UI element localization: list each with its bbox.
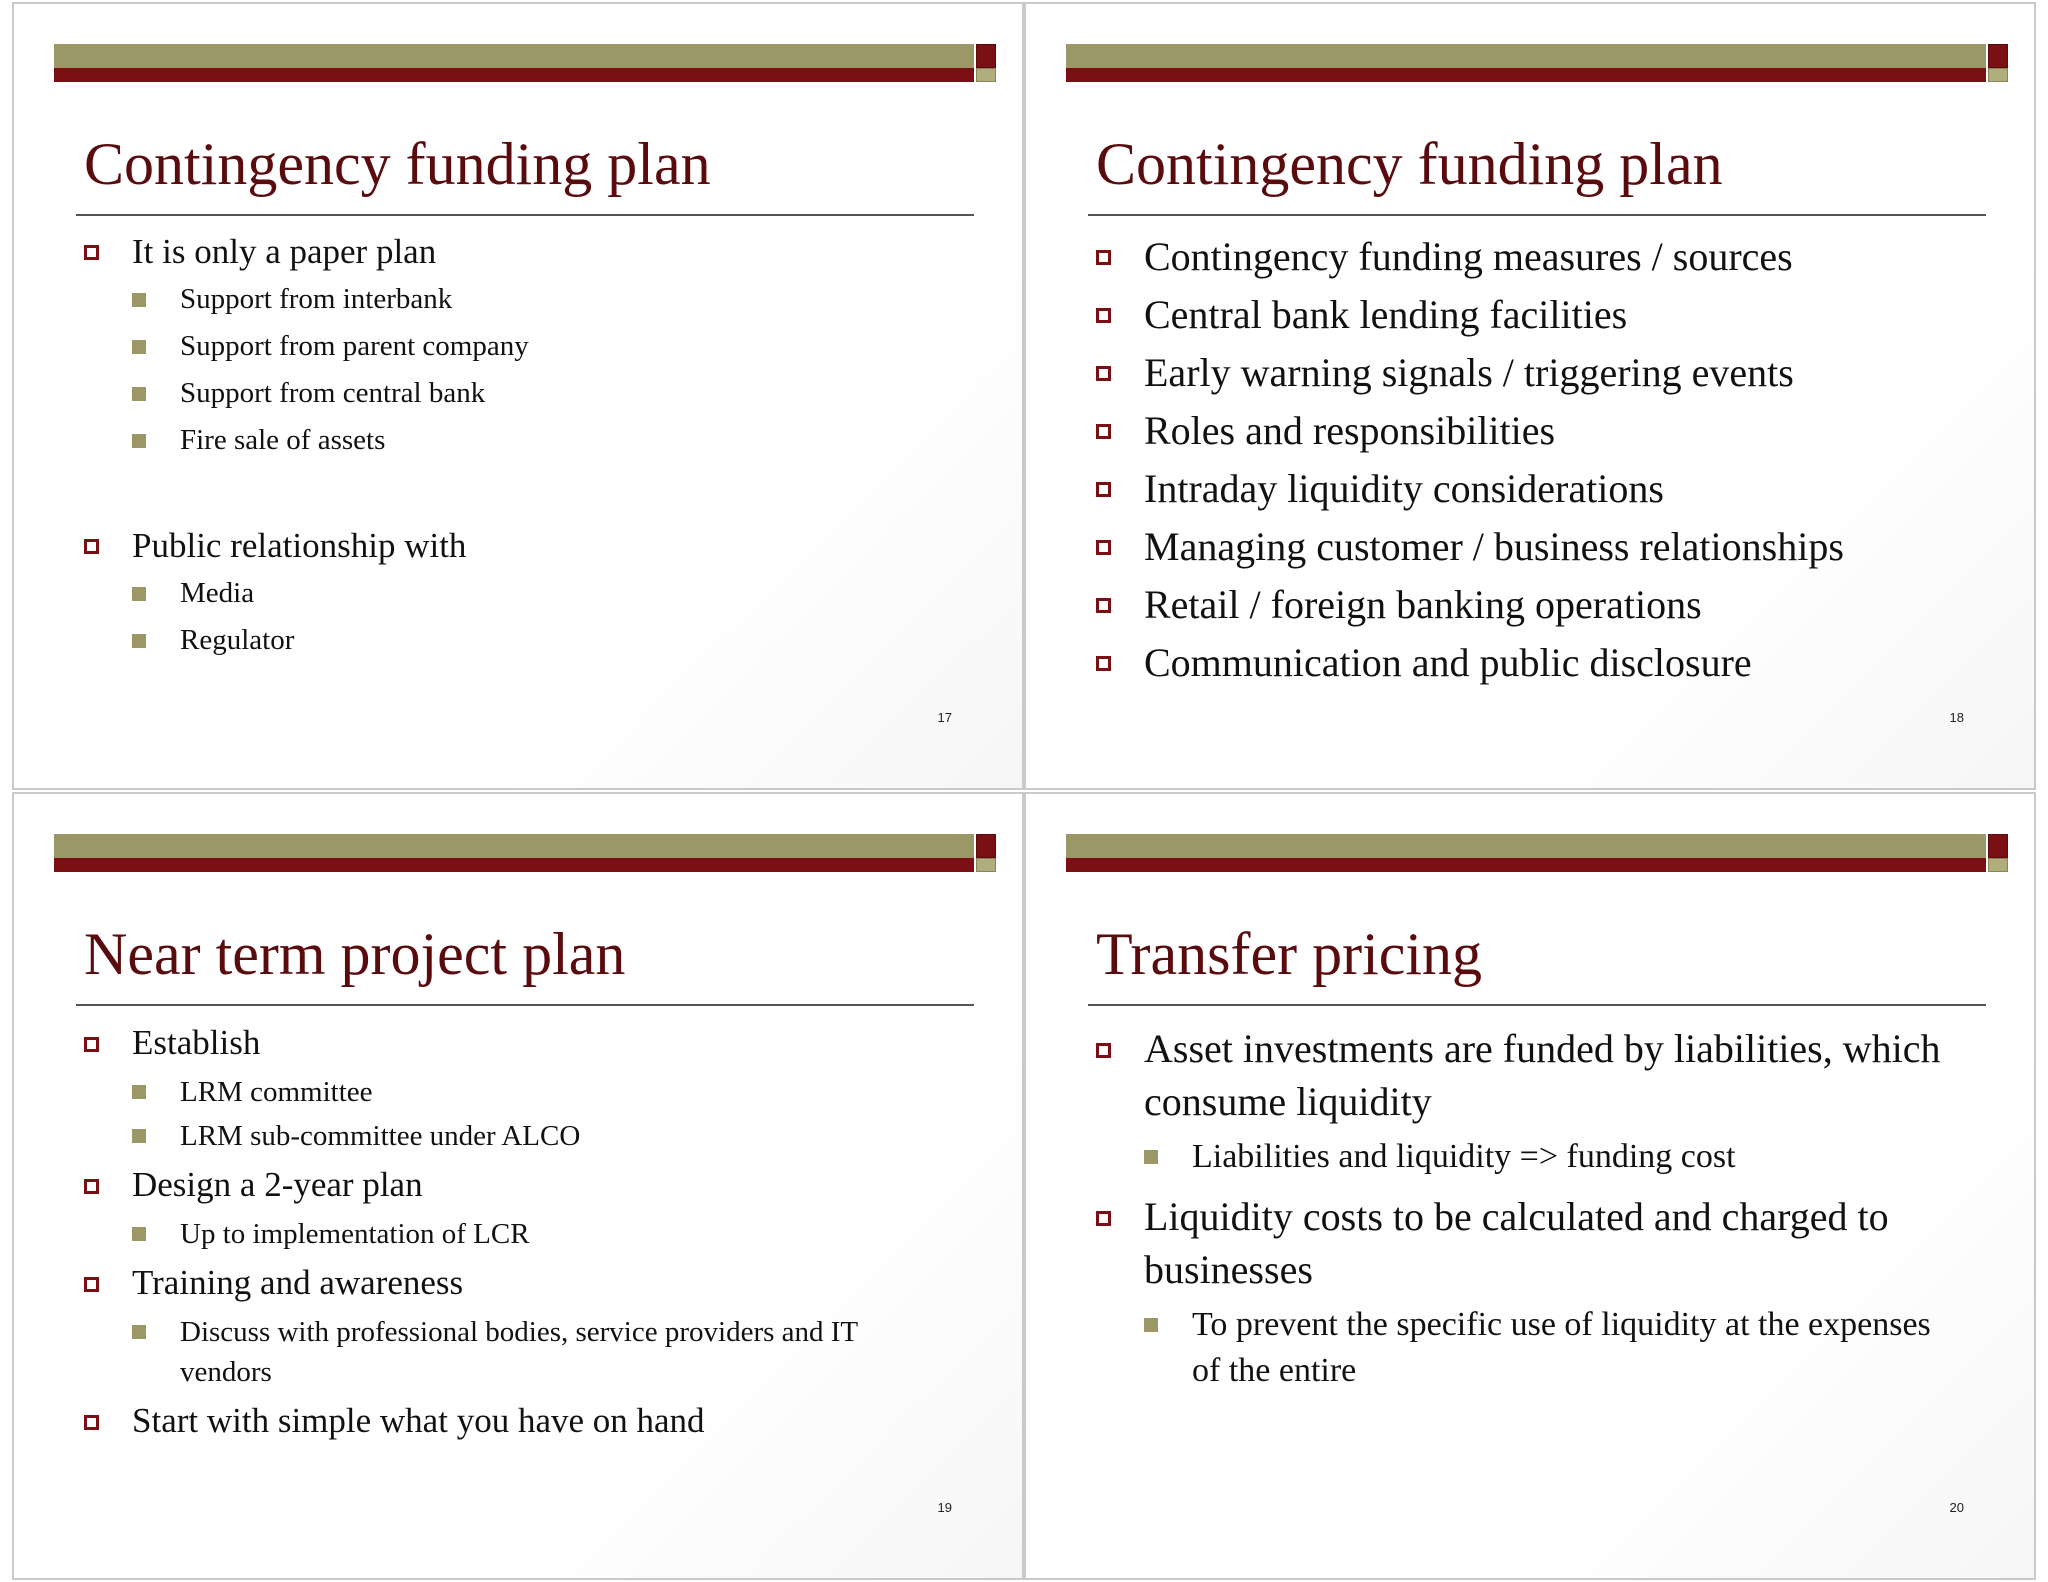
hollow-square-bullet-icon bbox=[84, 1037, 99, 1052]
bullet-text: Establish bbox=[132, 1023, 261, 1062]
bullet-text: Asset investments are funded by liabilities, which consume liquidity bbox=[1144, 1026, 1941, 1124]
slide-content bbox=[1096, 228, 1996, 692]
hollow-square-bullet-icon bbox=[84, 245, 99, 260]
sub-bullet-text: Support from central bank bbox=[180, 377, 486, 409]
bullet-text: Early warning signals / triggering events bbox=[1144, 350, 1794, 395]
bullet-item bbox=[1096, 576, 1996, 634]
header-bar-red bbox=[54, 68, 974, 82]
hollow-square-bullet-icon bbox=[1096, 598, 1111, 613]
bullet-text: Contingency funding measures / sources bbox=[1144, 234, 1793, 279]
bullet-text: Intraday liquidity considerations bbox=[1144, 466, 1664, 511]
header-bar-red bbox=[1066, 68, 1986, 82]
bullet-item bbox=[1096, 460, 1996, 518]
slide-content bbox=[1096, 1022, 1996, 1404]
bullet-item bbox=[84, 522, 984, 570]
page-number: 20 bbox=[1949, 1500, 1964, 1515]
filled-square-bullet-icon bbox=[132, 1085, 146, 1099]
bullet-item bbox=[1096, 402, 1996, 460]
slide-header-bar bbox=[54, 834, 996, 875]
hollow-square-bullet-icon bbox=[1096, 250, 1111, 265]
slide-content bbox=[84, 1018, 984, 1446]
header-bar-olive bbox=[1066, 834, 1986, 858]
bullet-text: Communication and public disclosure bbox=[1144, 640, 1752, 685]
hollow-square-bullet-icon bbox=[84, 1277, 99, 1292]
bullet-item bbox=[84, 1018, 984, 1068]
hollow-square-bullet-icon bbox=[1096, 1043, 1111, 1058]
bullet-text: It is only a paper plan bbox=[132, 232, 437, 271]
header-bar-red bbox=[1066, 858, 1986, 872]
header-bar-olive bbox=[54, 44, 974, 68]
bullet-text: Start with simple what you have on hand bbox=[132, 1401, 705, 1440]
header-bar-olive bbox=[1066, 44, 1986, 68]
filled-square-bullet-icon bbox=[132, 387, 146, 401]
header-bar-red bbox=[54, 858, 974, 872]
filled-square-bullet-icon bbox=[1144, 1318, 1158, 1332]
slide-header-bar bbox=[1066, 834, 2008, 875]
page-number: 17 bbox=[937, 710, 952, 725]
slide-title: Transfer pricing bbox=[1096, 921, 1483, 987]
bullet-item bbox=[1096, 1022, 1964, 1128]
bullet-item bbox=[84, 1258, 984, 1308]
bullet-item bbox=[84, 1396, 984, 1446]
bullet-item bbox=[1096, 228, 1996, 286]
filled-square-bullet-icon bbox=[132, 434, 146, 448]
title-rule bbox=[1088, 214, 1986, 216]
page-number: 18 bbox=[1949, 710, 1964, 725]
sub-bullet-item bbox=[84, 1312, 940, 1392]
hollow-square-bullet-icon bbox=[84, 1415, 99, 1430]
hollow-square-bullet-icon bbox=[84, 539, 99, 554]
sub-bullet-text: Support from interbank bbox=[180, 283, 453, 315]
filled-square-bullet-icon bbox=[132, 340, 146, 354]
hollow-square-bullet-icon bbox=[1096, 1211, 1111, 1226]
sub-bullet-item bbox=[84, 370, 984, 417]
sub-bullet-text: LRM committee bbox=[180, 1076, 373, 1108]
sub-bullet-item bbox=[84, 1116, 984, 1156]
filled-square-bullet-icon bbox=[132, 293, 146, 307]
hollow-square-bullet-icon bbox=[84, 1179, 99, 1194]
header-square-red bbox=[976, 44, 996, 68]
sub-bullet-item bbox=[1096, 1134, 1932, 1180]
header-square-olive bbox=[976, 68, 996, 82]
sub-bullet-text: Up to implementation of LCR bbox=[180, 1218, 530, 1250]
slide-18 bbox=[1024, 2, 2036, 790]
sub-bullet-text: Regulator bbox=[180, 624, 295, 656]
slide-19 bbox=[12, 792, 1024, 1580]
sub-bullet-text: Discuss with professional bodies, service providers and IT vendors bbox=[180, 1316, 858, 1388]
title-rule bbox=[76, 1004, 974, 1006]
sub-bullet-item bbox=[1096, 1302, 1932, 1394]
sub-bullet-item bbox=[84, 570, 984, 617]
bullet-text: Liquidity costs to be calculated and charged to businesses bbox=[1144, 1194, 1889, 1292]
bullet-text: Public relationship with bbox=[132, 526, 467, 565]
header-square-olive bbox=[1988, 68, 2008, 82]
filled-square-bullet-icon bbox=[132, 634, 146, 648]
title-rule bbox=[76, 214, 974, 216]
header-bar-olive bbox=[54, 834, 974, 858]
sub-bullet-item bbox=[84, 417, 984, 464]
hollow-square-bullet-icon bbox=[1096, 656, 1111, 671]
slide-title: Contingency funding plan bbox=[1096, 131, 1723, 197]
bullet-item bbox=[84, 228, 984, 276]
slide-title: Contingency funding plan bbox=[84, 131, 711, 197]
header-square-red bbox=[1988, 834, 2008, 858]
bullet-item bbox=[84, 1160, 984, 1210]
filled-square-bullet-icon bbox=[132, 1325, 146, 1339]
filled-square-bullet-icon bbox=[132, 587, 146, 601]
bullet-text: Training and awareness bbox=[132, 1263, 464, 1302]
sub-bullet-text: To prevent the specific use of liquidity at the expenses of the entire bbox=[1192, 1306, 1931, 1389]
sub-bullet-text: Media bbox=[180, 577, 255, 609]
hollow-square-bullet-icon bbox=[1096, 424, 1111, 439]
header-square-olive bbox=[1988, 858, 2008, 872]
sub-bullet-text: LRM sub-committee under ALCO bbox=[180, 1120, 581, 1152]
bullet-item bbox=[1096, 286, 1996, 344]
sub-bullet-item bbox=[84, 617, 984, 664]
filled-square-bullet-icon bbox=[1144, 1150, 1158, 1164]
sub-bullet-item bbox=[84, 1214, 984, 1254]
sub-bullet-item bbox=[84, 1072, 984, 1112]
slide-content bbox=[84, 228, 984, 664]
bullet-text: Roles and responsibilities bbox=[1144, 408, 1556, 453]
hollow-square-bullet-icon bbox=[1096, 366, 1111, 381]
bullet-text: Central bank lending facilities bbox=[1144, 292, 1628, 337]
sub-bullet-text: Support from parent company bbox=[180, 330, 529, 362]
slide-header-bar bbox=[1066, 44, 2008, 85]
header-square-olive bbox=[976, 858, 996, 872]
bullet-text: Managing customer / business relationships bbox=[1144, 524, 1844, 569]
page-number: 19 bbox=[937, 1500, 952, 1515]
sub-bullet-text: Liabilities and liquidity => funding cost bbox=[1192, 1138, 1736, 1175]
spacer bbox=[84, 464, 984, 522]
sub-bullet-item bbox=[84, 276, 984, 323]
sub-bullet-item bbox=[84, 323, 984, 370]
filled-square-bullet-icon bbox=[132, 1129, 146, 1143]
filled-square-bullet-icon bbox=[132, 1227, 146, 1241]
slide-header-bar bbox=[54, 44, 996, 85]
sub-bullet-text: Fire sale of assets bbox=[180, 424, 386, 456]
slide-17 bbox=[12, 2, 1024, 790]
hollow-square-bullet-icon bbox=[1096, 482, 1111, 497]
slide-20 bbox=[1024, 792, 2036, 1580]
hollow-square-bullet-icon bbox=[1096, 540, 1111, 555]
bullet-item bbox=[1096, 344, 1996, 402]
bullet-item bbox=[1096, 634, 1996, 692]
bullet-item bbox=[1096, 1190, 1964, 1296]
hollow-square-bullet-icon bbox=[1096, 308, 1111, 323]
bullet-text: Retail / foreign banking operations bbox=[1144, 582, 1702, 627]
slide-title: Near term project plan bbox=[84, 921, 626, 987]
title-rule bbox=[1088, 1004, 1986, 1006]
bullet-text: Design a 2-year plan bbox=[132, 1165, 423, 1204]
bullet-item bbox=[1096, 518, 1996, 576]
header-square-red bbox=[976, 834, 996, 858]
header-square-red bbox=[1988, 44, 2008, 68]
